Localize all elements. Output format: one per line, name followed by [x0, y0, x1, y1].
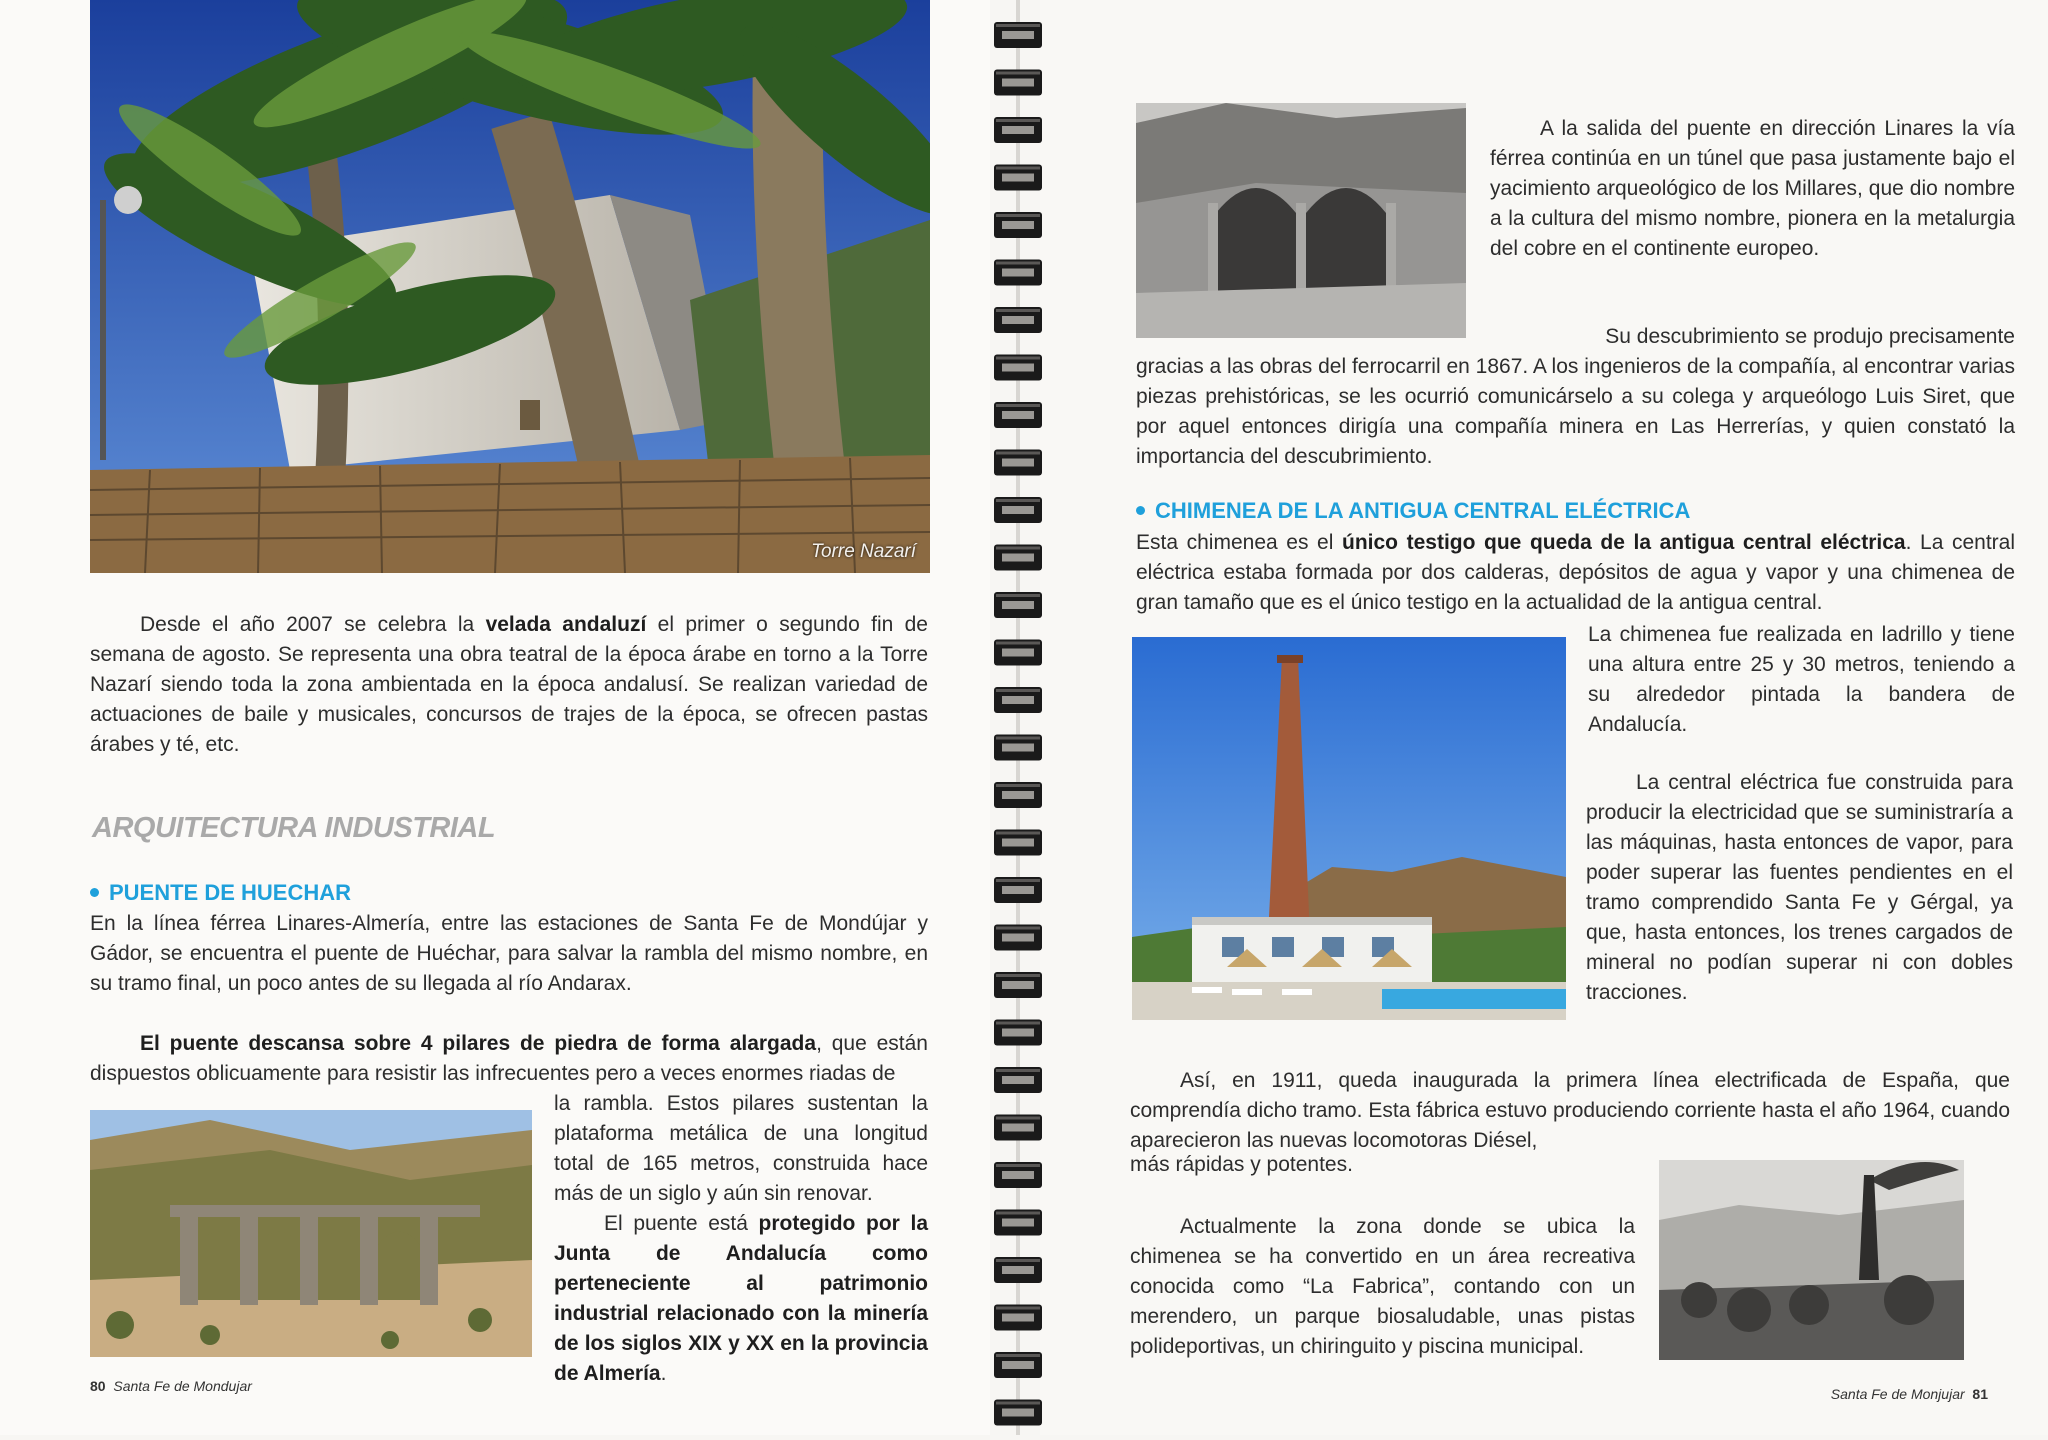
spiral-ring: [994, 497, 1042, 523]
spiral-ring: [994, 640, 1042, 666]
subheading-chimenea: CHIMENEA DE LA ANTIGUA CENTRAL ELÉCTRICA: [1136, 498, 1690, 524]
right-page: [1040, 0, 2048, 1435]
old-factory-photo: [1659, 1160, 1964, 1360]
intro-paragraph: Desde el año 2007 se celebra la velada andaluzí el primer o segundo fin de semana de agosto. Se representa una obra teatral de la época árabe en torno a la Torre Nazarí siendo toda la zona ambientada en la época andalusí. Se realizan variedad de actuaciones de baile y musicales, concursos de trajes de la época, se ofrecen pastas árabes y té, etc.: [90, 613, 928, 756]
spiral-ring: [994, 70, 1042, 96]
spiral-ring: [994, 117, 1042, 143]
spiral-ring: [994, 782, 1042, 808]
subheading-puente-huechar: PUENTE DE HUECHAR: [90, 880, 351, 906]
ladrillo-paragraph: La chimenea fue realizada en ladrillo y tiene una altura entre 25 y 30 metros, teniendo a su alrededor pintada la bandera de Andalucía.: [1588, 623, 2015, 736]
torre-nazari-photo: [90, 0, 930, 573]
puente-paragraph: En la línea férrea Linares-Almería, entre las estaciones de Santa Fe de Mondújar y Gádor, se encuentra el puente de Huéchar, para salvar la rambla del mismo nombre, en su tramo final, un poco antes de su llegada al río Andarax.: [90, 912, 928, 995]
spiral-ring: [994, 355, 1042, 381]
photo-caption: Torre Nazarí: [811, 541, 916, 562]
spiral-ring: [994, 1067, 1042, 1093]
spiral-ring: [994, 212, 1042, 238]
spiral-ring: [994, 450, 1042, 476]
bridge-photo: [90, 1110, 532, 1357]
page-folio-left: 80 Santa Fe de Mondujar: [90, 1378, 252, 1394]
chimney-photo: [1132, 637, 1566, 1020]
spiral-ring: [994, 1162, 1042, 1188]
spiral-ring: [994, 1115, 1042, 1141]
page-folio-right: Santa Fe de Monjujar 81: [1830, 1386, 1988, 1402]
electrificada-paragraph: Así, en 1911, queda inaugurada la primera línea electrificada de España, que comprendía dicho tramo. Esta fábrica estuvo produciendo corriente hasta el año 1964, cuando aparecieron las nuevas locomotoras Diésel,: [1130, 1069, 2010, 1152]
velada-andaluzi-text: velada andaluzí: [485, 613, 647, 636]
left-page: [0, 0, 990, 1435]
spiral-ring: [994, 1020, 1042, 1046]
spiral-ring: [994, 592, 1042, 618]
tunnel-photo: [1136, 103, 1466, 338]
central-paragraph: La central eléctrica fue construida para producir la electricidad que se suministraría a las máquinas, hasta entonces de vapor, para poder superar las fuentes pendientes en el tramo comprendido Santa Fe y Gérgal, ya que, hasta entonces, los trenes cargados de mineral no podían superar ni con dobles tracciones.: [1586, 771, 2013, 1004]
spiral-ring: [994, 260, 1042, 286]
descubrimiento-paragraph: gracias a las obras del ferrocarril en 1867. A los ingenieros de la compañía, al encontrar varias piezas prehistóricas, se les ocurrió comunicárselo a su colega y arqueólogo Luis Siret, que por aquel entonces dirigía una compañía minera en Las Herrerías, y quien constató la importancia del descubrimiento.: [1136, 355, 2015, 468]
la-fabrica-paragraph: Actualmente la zona donde se ubica la chimenea se ha convertido en un área recreativa conocida como “La Fabrica”, contando con un merendero, un parque biosaludable, unas pistas polideportivas, un chiringuito y piscina municipal.: [1130, 1215, 1635, 1358]
spiral-ring: [994, 307, 1042, 333]
spiral-ring: [994, 925, 1042, 951]
spiral-ring: [994, 402, 1042, 428]
spiral-ring: [994, 972, 1042, 998]
spiral-ring: [994, 687, 1042, 713]
spiral-ring: [994, 165, 1042, 191]
spiral-ring: [994, 1210, 1042, 1236]
spiral-binding: [988, 0, 1048, 1435]
descubrimiento-line: Su descubrimiento se produjo precisamente: [1605, 325, 2015, 348]
spiral-ring: [994, 545, 1042, 571]
diesel-line: más rápidas y potentes.: [1130, 1153, 1353, 1176]
section-heading: ARQUITECTURA INDUSTRIAL: [92, 812, 496, 844]
proteccion-paragraph: El puente está protegido por la Junta de Andalucía como perteneciente al patrimonio industrial relacionado con la minería de los siglos XIX y XX en la provincia de Almería.: [554, 1212, 928, 1385]
spiral-ring: [994, 1257, 1042, 1283]
spiral-ring: [994, 1305, 1042, 1331]
spiral-ring: [994, 1352, 1042, 1378]
pilares-continuation: la rambla. Estos pilares sustentan la plataforma metálica de una longitud total de 165 metros, construida hace más de un siglo y aún sin renovar.: [554, 1092, 928, 1205]
spiral-ring: [994, 22, 1042, 48]
chimenea-paragraph: Esta chimenea es el único testigo que queda de la antigua central eléctrica. La central eléctrica estaba formada por dos calderas, depósitos de agua y vapor y una chimenea de gran tamaño que es el único testigo en la actualidad de la antigua central.: [1136, 531, 2015, 614]
tunel-paragraph: A la salida del puente en dirección Linares la vía férrea continúa en un túnel que pasa justamente bajo el yacimiento arqueológico de los Millares, que dio nombre a la cultura del mismo nombre, pionera en la metalurgia del cobre en el continente europeo.: [1490, 117, 2015, 260]
bullet-icon: [1136, 506, 1145, 515]
spiral-ring: [994, 877, 1042, 903]
spiral-ring: [994, 830, 1042, 856]
spiral-ring: [994, 735, 1042, 761]
spiral-ring: [994, 1400, 1042, 1426]
pilares-paragraph: El puente descansa sobre 4 pilares de piedra de forma alargada, que están dispuestos oblicuamente para resistir las infrecuentes pero a veces enormes riadas de: [90, 1032, 928, 1085]
bullet-icon: [90, 888, 99, 897]
